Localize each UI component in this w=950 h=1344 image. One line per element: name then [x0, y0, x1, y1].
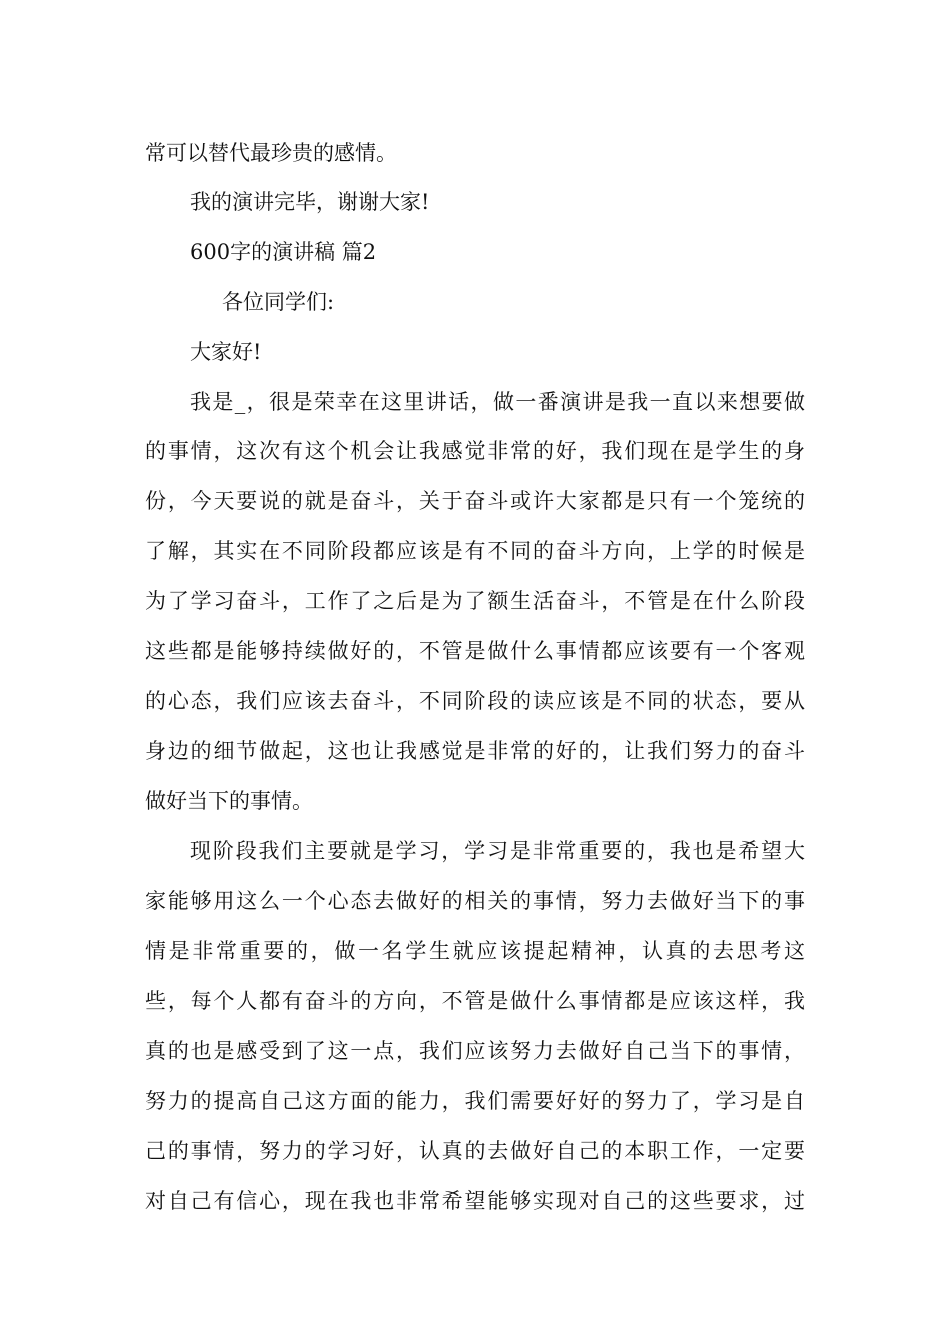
paragraph-line: 己的事情，努力的学习好，认真的去做好自己的本职工作，一定要 — [145, 1139, 805, 1163]
paragraph-line: 的事情，这次有这个机会让我感觉非常的好，我们现在是学生的身 — [145, 439, 805, 463]
paragraph-line: 对自己有信心，现在我也非常希望能够实现对自己的这些要求，过 — [145, 1189, 805, 1213]
paragraph-line: 的心态，我们应该去奋斗，不同阶段的读应该是不同的状态，要从 — [145, 689, 805, 713]
paragraph-line: 现阶段我们主要就是学习，学习是非常重要的，我也是希望大 — [190, 839, 805, 863]
paragraph-line: 我是_，很是荣幸在这里讲话，做一番演讲是我一直以来想要做 — [190, 390, 805, 414]
paragraph-line: 些，每个人都有奋斗的方向，不管是做什么事情都是应该这样，我 — [145, 989, 805, 1013]
greeting: 大家好! — [190, 340, 262, 364]
paragraph-line: 身边的细节做起，这也让我感觉是非常的好的，让我们努力的奋斗 — [145, 739, 805, 763]
paragraph-line: 家能够用这么一个心态去做好的相关的事情，努力去做好当下的事 — [145, 889, 805, 913]
paragraph-line: 这些都是能够持续做好的，不管是做什么事情都应该要有一个客观 — [145, 639, 805, 663]
text-line: 常可以替代最珍贵的感情。 — [145, 141, 397, 165]
paragraph-line: 为了学习奋斗，工作了之后是为了额生活奋斗，不管是在什么阶段 — [145, 589, 805, 613]
paragraph-line: 做好当下的事情。 — [145, 789, 313, 813]
paragraph-line: 份，今天要说的就是奋斗，关于奋斗或许大家都是只有一个笼统的 — [145, 489, 805, 513]
paragraph-line: 了解，其实在不同阶段都应该是有不同的奋斗方向，上学的时候是 — [145, 539, 805, 563]
section-heading: 600字的演讲稿 篇2 — [190, 240, 377, 264]
paragraph-line: 努力的提高自己这方面的能力，我们需要好好的努力了，学习是自 — [145, 1089, 805, 1113]
closing-line: 我的演讲完毕，谢谢大家! — [190, 190, 430, 214]
salutation: 各位同学们: — [222, 290, 335, 314]
paragraph-line: 真的也是感受到了这一点，我们应该努力去做好自己当下的事情， — [145, 1039, 805, 1063]
paragraph-line: 情是非常重要的，做一名学生就应该提起精神，认真的去思考这 — [145, 939, 805, 963]
